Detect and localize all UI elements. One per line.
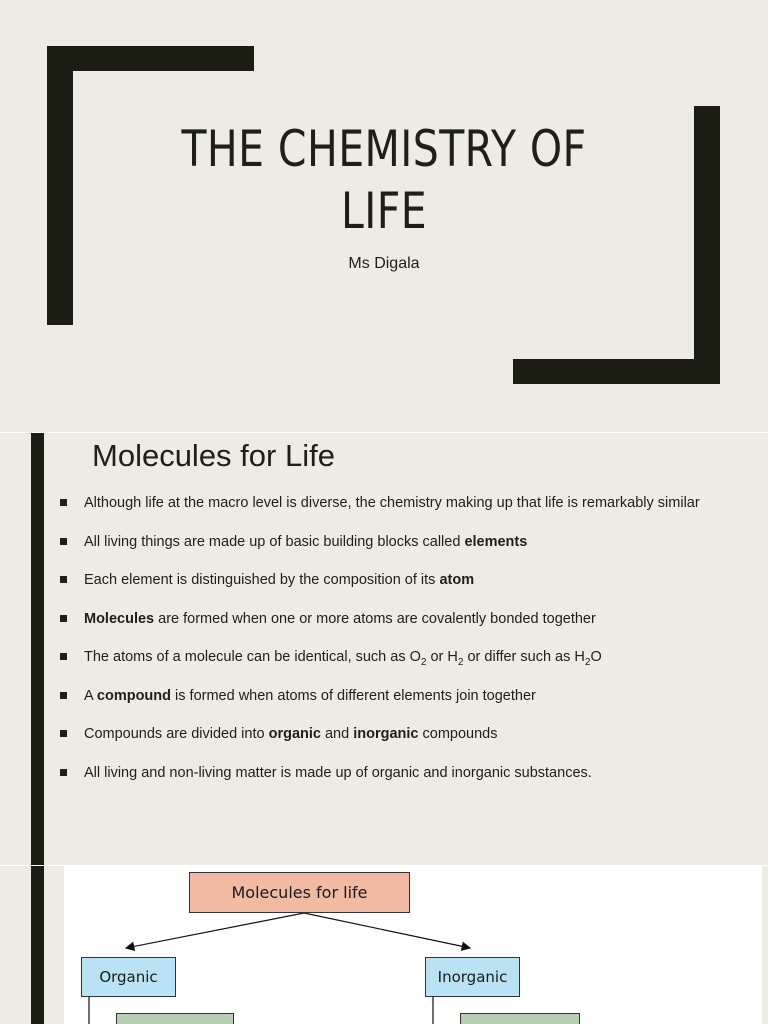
inorganic-child-box: [460, 1013, 580, 1024]
bullet-item: [58, 645, 758, 684]
bullet-item: [58, 761, 758, 800]
bullet-bold-text: Molecules: [84, 610, 155, 627]
bullet-item: [58, 568, 758, 607]
organic-child-box: [116, 1013, 234, 1024]
bullet-square-icon: [60, 576, 67, 583]
bullet-bold-text: atom: [439, 572, 475, 588]
bullet-square-icon: [60, 499, 67, 506]
slide-subtitle: Ms Digala: [348, 255, 420, 272]
bullet-text: and: [320, 726, 354, 742]
bullet-square-icon: [60, 653, 67, 660]
bullet-square-icon: [60, 769, 67, 776]
bullet-list: [58, 491, 758, 799]
bullet-square-icon: [60, 538, 67, 545]
bullet-text: The atoms of a molecule can be identical, such as O: [84, 649, 421, 665]
bullet-subscript: 2: [420, 656, 427, 668]
bullet-item: [58, 607, 758, 646]
bullet-text: or H: [426, 649, 458, 665]
bullet-text: Compounds are divided into: [84, 726, 269, 742]
bullet-square-icon: [60, 692, 67, 699]
diagram-connectors: [64, 866, 762, 1024]
inorganic-box: Inorganic: [425, 957, 520, 997]
left-accent-bar: [31, 433, 44, 865]
bullet-text: or differ such as H: [463, 649, 585, 665]
corner-bracket-bottom-right-horizontal: [513, 359, 720, 384]
root-box: Molecules for life: [189, 872, 410, 913]
bullet-item: [58, 722, 758, 761]
bullet-text: O: [590, 649, 602, 665]
bullet-item: [58, 491, 758, 530]
arrow-to-organic: [126, 913, 304, 948]
content-slide: [0, 433, 768, 865]
bullet-text: All living things are made up of basic building blocks called: [84, 533, 465, 550]
left-accent-bar: [31, 866, 44, 1024]
corner-bracket-top-left-horizontal: [47, 46, 254, 71]
bullet-square-icon: [60, 730, 67, 737]
bullet-text: All living and non-living matter is made up of organic and inorganic substances.: [84, 764, 592, 781]
bullet-text: Although life at the macro level is diverse, the chemistry making up that life is remarkably similar: [84, 495, 700, 511]
bullet-text: compounds: [418, 726, 498, 742]
bullet-bold-text: compound: [96, 687, 172, 704]
organic-box: Organic: [81, 957, 176, 997]
slide-title-line-2: LIFE: [340, 182, 428, 240]
arrow-to-inorganic: [304, 913, 470, 948]
molecules-diagram: [64, 866, 762, 1024]
bullet-text: are formed when one or more atoms are covalently bonded together: [154, 610, 596, 627]
bullet-subscript: 2: [584, 656, 591, 668]
bullet-subscript: 2: [457, 656, 464, 668]
bullet-text: Each element is distinguished by the composition of its: [84, 572, 440, 588]
bullet-bold-text: inorganic: [353, 726, 419, 742]
bullet-bold-text: elements: [464, 533, 528, 550]
bullet-square-icon: [60, 615, 67, 622]
bullet-text: is formed when atoms of different elements join together: [171, 687, 536, 704]
bullet-bold-text: organic: [268, 726, 321, 742]
diagram-slide: [0, 866, 768, 1024]
bullet-item: [58, 684, 758, 723]
slide-heading: Molecules for Life: [92, 438, 335, 473]
bullet-text: A: [84, 687, 97, 704]
bullet-item: [58, 530, 758, 569]
slide-title: [69, 118, 699, 242]
slide-title-line-1: THE CHEMISTRY OF: [181, 120, 587, 178]
title-slide: [0, 0, 768, 432]
